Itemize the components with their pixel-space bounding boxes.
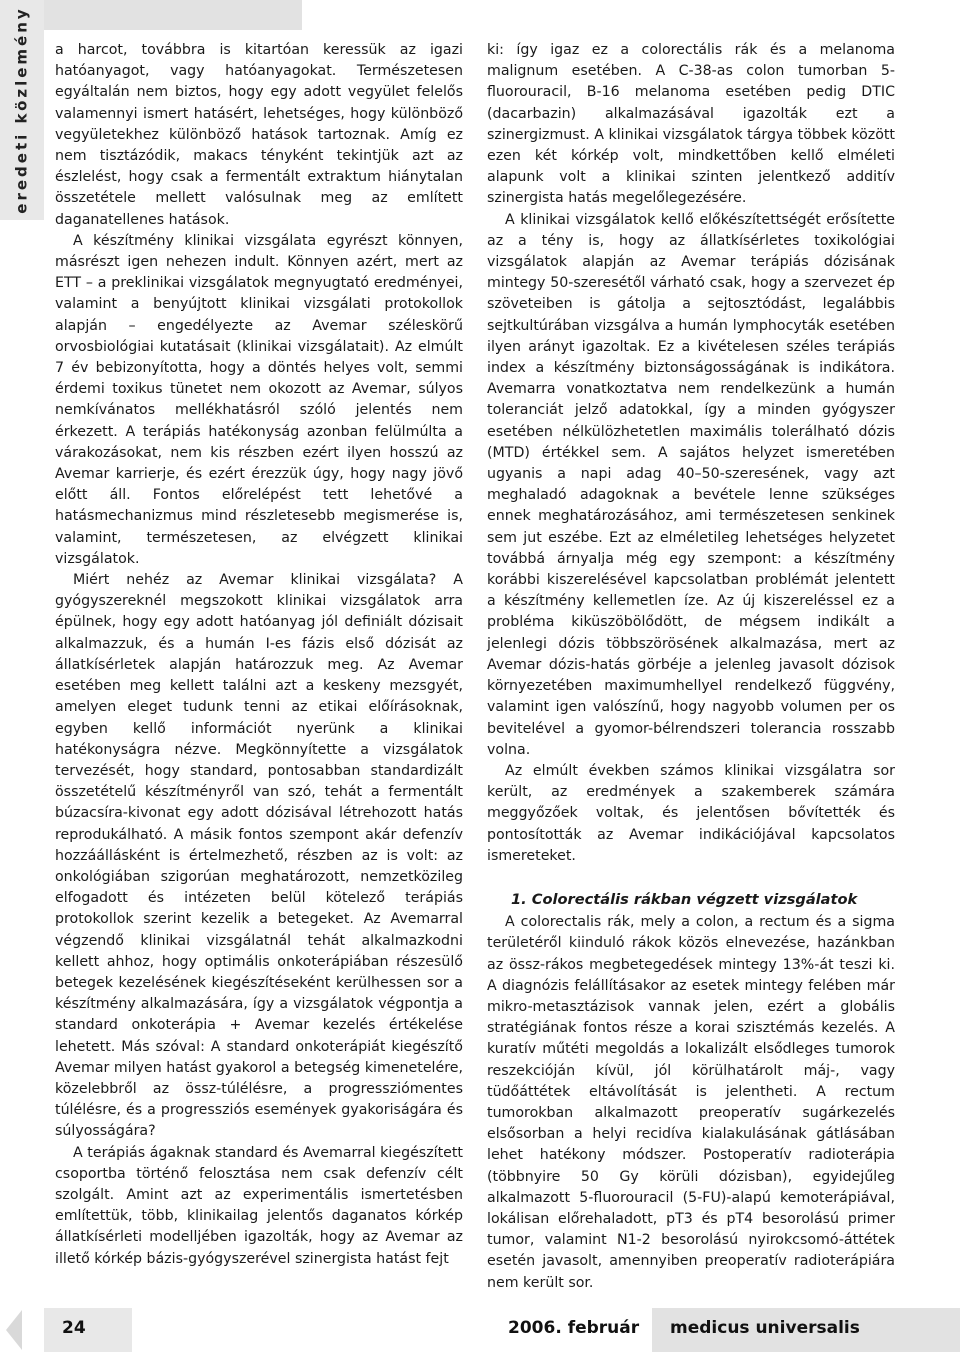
header-strip	[44, 0, 302, 30]
paragraph: Az elmúlt években számos klinikai vizsgálatra sor került, az eredmények a szakemberek számára meggyőzőek voltak, és jelentősen bővítették és pontosították az Avemar indikációjával kapcsolatos ismereteket.	[487, 762, 895, 864]
paragraph: A terápiás ágaknak standard és Avemarral kiegészített csoportba történő felosztása nem csak defenzív célt szolgált. Amint azt az experimentális ismertetésben említettük, több, klinikailag jelentős daganatos kórkép állatkísérleti modelljében igazolták, hogy az Avemar az illető kórkép bázis-gyógyszerével szinergista hatást fejt	[55, 1144, 463, 1267]
section-tag	[0, 0, 44, 220]
side-tab	[0, 0, 44, 1300]
section-heading: 1. Colorectális rákban végzett vizsgálatok	[511, 890, 858, 908]
paragraph: A klinikai vizsgálatok kellő előkészítettségét erősítette az a tény is, hogy az állatkísérletes toxikológiai vizsgálatok alapján az Avemar terápiás dózisának mintegy 50-szeresétől várható csak, hogy a szervezet ép szöveteiben is gátolja a sejtosztódást, legalábbis sejtkultúrában vizsgálva a humán lymphocyták esetében ilyen arányt igazoltak. Ez a kivételesen széles terápiás index a készítmény biztonságosságának is indikátora. Avemarra vonatkoztatva nem rendelkezünk a humán toleranciát jelző adatokkal, így a minden gyógyszer esetében nélkülözhetetlen maximális tolerálható dózis (MTD) értékkel sem. A sajátos helyzet ismeretében ugyanis a napi adag 40–50-szeresének, vagy azt meghaladó adagoknak a bevétele lenne szükséges ennek meghatározásához, ami természetesen senkinek sem jut eszébe. Ezt az elméletileg lehetséges helyzetet továbbá árnyalja még egy szempont: a készítmény korábbi kiszerelésével kapcsolatban problémát jelentett a készítmény kellemetlen íze. Az új kiszereléssel ez a probléma kiküszöbölődött, de mégsem indikált a jelenlegi dózis többszörösének alkalmazása, mert az Avemar dózis-hatás görbéje a jelenleg javasolt dózisok környezetében maximumhellyel rendelkező függvény, valamint igen valószínű, hogy nagyobb volumen per os bevitelével a gyomor-bélrendszeri tolerancia rosszabb volna.	[487, 211, 895, 758]
page-number-box	[44, 1308, 132, 1352]
page-footer	[0, 1300, 960, 1356]
page-number: 24	[62, 1318, 86, 1338]
paragraph: Miért nehéz az Avemar klinikai vizsgálata? A gyógyszereknél megszokott klinikai vizsgálatok arra épülnek, hogy egy adott hatóanyag jól definiált dózisait alkalmazzuk, és a humán I-es fázis első dózisát az állatkísérletek alapján határozzuk meg. Az Avemar esetében meg kellett találni azt a keskeny mezsgyét, amelyen eleget tudunk tenni az etikai előírásoknak, egyben kellő információt nyerünk a klinikai hatékonyságra nézve. Megkönnyítette a vizsgálatok tervezését, hogy standard, pontosabban standardizált összetételű készítményről van szó, tehát a fermentált búzacsíra-kivonat egy adott dózisával létrehozott hatás reprodukálható. A másik fontos szempont akár defenzív hozzáállásként is értelmezhető, részben az is volt: az onkológiában szigorúan meghatározott, nemzetközileg elfogadott és intézeten belül kötelező terápiás protokollok szerint kezelik a betegeket. Az Avemarral végzendő klinikai vizsgálatnál tehát alkalmazkodni kellett ahhoz, hogy optimális onkoterápiában részesülő betegek kezelésének kiegészítéseként kerülhessen sor a készítmény alkalmazására, így a vizsgálatok végpontja a standard onkoterápia + Avemar kezelés értékelése lehetett. Más szóval: A standard onkoterápiát kiegészítő Avemar milyen hatást gyakorol a betegség kimenetelére, közelebbről az össz-túlélésre, a progressziómentes túlélésre, és a progressziós események gyakoriságára és súlyosságára?	[55, 572, 463, 1140]
right-column	[487, 40, 895, 1294]
issue-date: 2006. február	[508, 1318, 640, 1338]
paragraph: A colorectalis rák, mely a colon, a rectum és a sigma területéről kiinduló rákok közös elnevezése, hazánkban az össz-rákos megbetegedések mintegy 13%-át teszi ki. A diagnózis felállításakor az esetek mintegy felében már mikro-metasztázisok vannak jelen, ezért a globális stratégiának fontos része a korai szisztémás kezelés. A kuratív műtéti megoldás a lokalizált elsődleges tumorok reszekcióján kívül, jól körülhatárolt máj-, vagy tüdőáttétek eltávolítását is jelentheti. A rectum tumorokban alkalmazott preoperatív sugárkezelés elsősorban a helyi recidíva kialakulásának gátlásában lehet hatékony módszer. Postoperatív radioterápia (többnyire 50 Gy körüli dózisban), egyidejűleg alkalmazott 5-fluorouracil (5-FU)-alapú kemoterápiával, lokálisan előrehaladott, pT3 és pT4 besorolású primer tumor, valamint N1-2 besorolású nyirokcsomó-áttétek esetén javasolt, amennyiben preoperatív radioterápiára nem került sor.	[487, 914, 895, 1291]
paragraph: a harcot, továbbra is kitartóan keressük az igazi hatóanyagot, vagy hatóanyagokat. Természetesen egyáltalán nem biztos, hogy egy adott vegyület felelős valamennyi ismert hatásért, lehetséges, hogy különböző vegyületekhez különböző hatások tartoznak. Amíg ez nem tisztázódik, makacs tényként tekintjük azt az észlelést, hogy csak a fermentált extraktum hiánytalan összetétele mellett valósulnak meg az említett daganatellenes hatások.	[55, 42, 463, 228]
arrow-left-icon	[6, 1310, 22, 1350]
left-column	[55, 40, 463, 1270]
paragraph: A készítmény klinikai vizsgálata egyrészt könnyen, másrészt igen nehezen indult. Könnyen azért, mert az ETT – a preklinikai vizsgálatok megnyugtató eredményei, valamint a benyújtott klinikai vizsgálati protokollok alapján – engedélyezte az Avemar széleskörű orvosbiológiai kutatásait (klinikai vizsgálatait). Az elmúlt 7 év bebizonyította, hogy a döntés helyes volt, semmi érdemi toxikus tünetet nem okozott az Avemar, súlyos nemkívánatos mellékhatásról szóló jelentés nem érkezett. A terápiás hatékonyság azonban felülmúlta a várakozásokat, nem kis részben ezért ilyen hosszú az Avemar karrierje, és ezért érezzük úgy, hogy nagy jövő előtt áll. Fontos előrelépést tett lehetővé a hatásmechanizmus mind részletesebb megismerése is, valamint, természetesen, az elvégzett klinikai vizsgálatok.	[55, 232, 463, 567]
section-tag-text: eredeti közlemény	[13, 6, 31, 214]
paragraph: ki: így igaz ez a colorectális rák és a melanoma malignum esetében. A C-38-as colon tumorban 5-fluorouracil, B-16 melanoma esetében pedig DTIC (dacarbazin) alkalmazásával igazolták ezt a szinergizmust. A klinikai vizsgálatok tárgya többek között ezen két kórkép volt, mindkettőben kellő elméleti alapunk volt a klinikai szinten jelentkező additív szinergista hatás megelőlegezésére.	[487, 42, 895, 207]
journal-name: medicus universalis	[670, 1318, 860, 1338]
